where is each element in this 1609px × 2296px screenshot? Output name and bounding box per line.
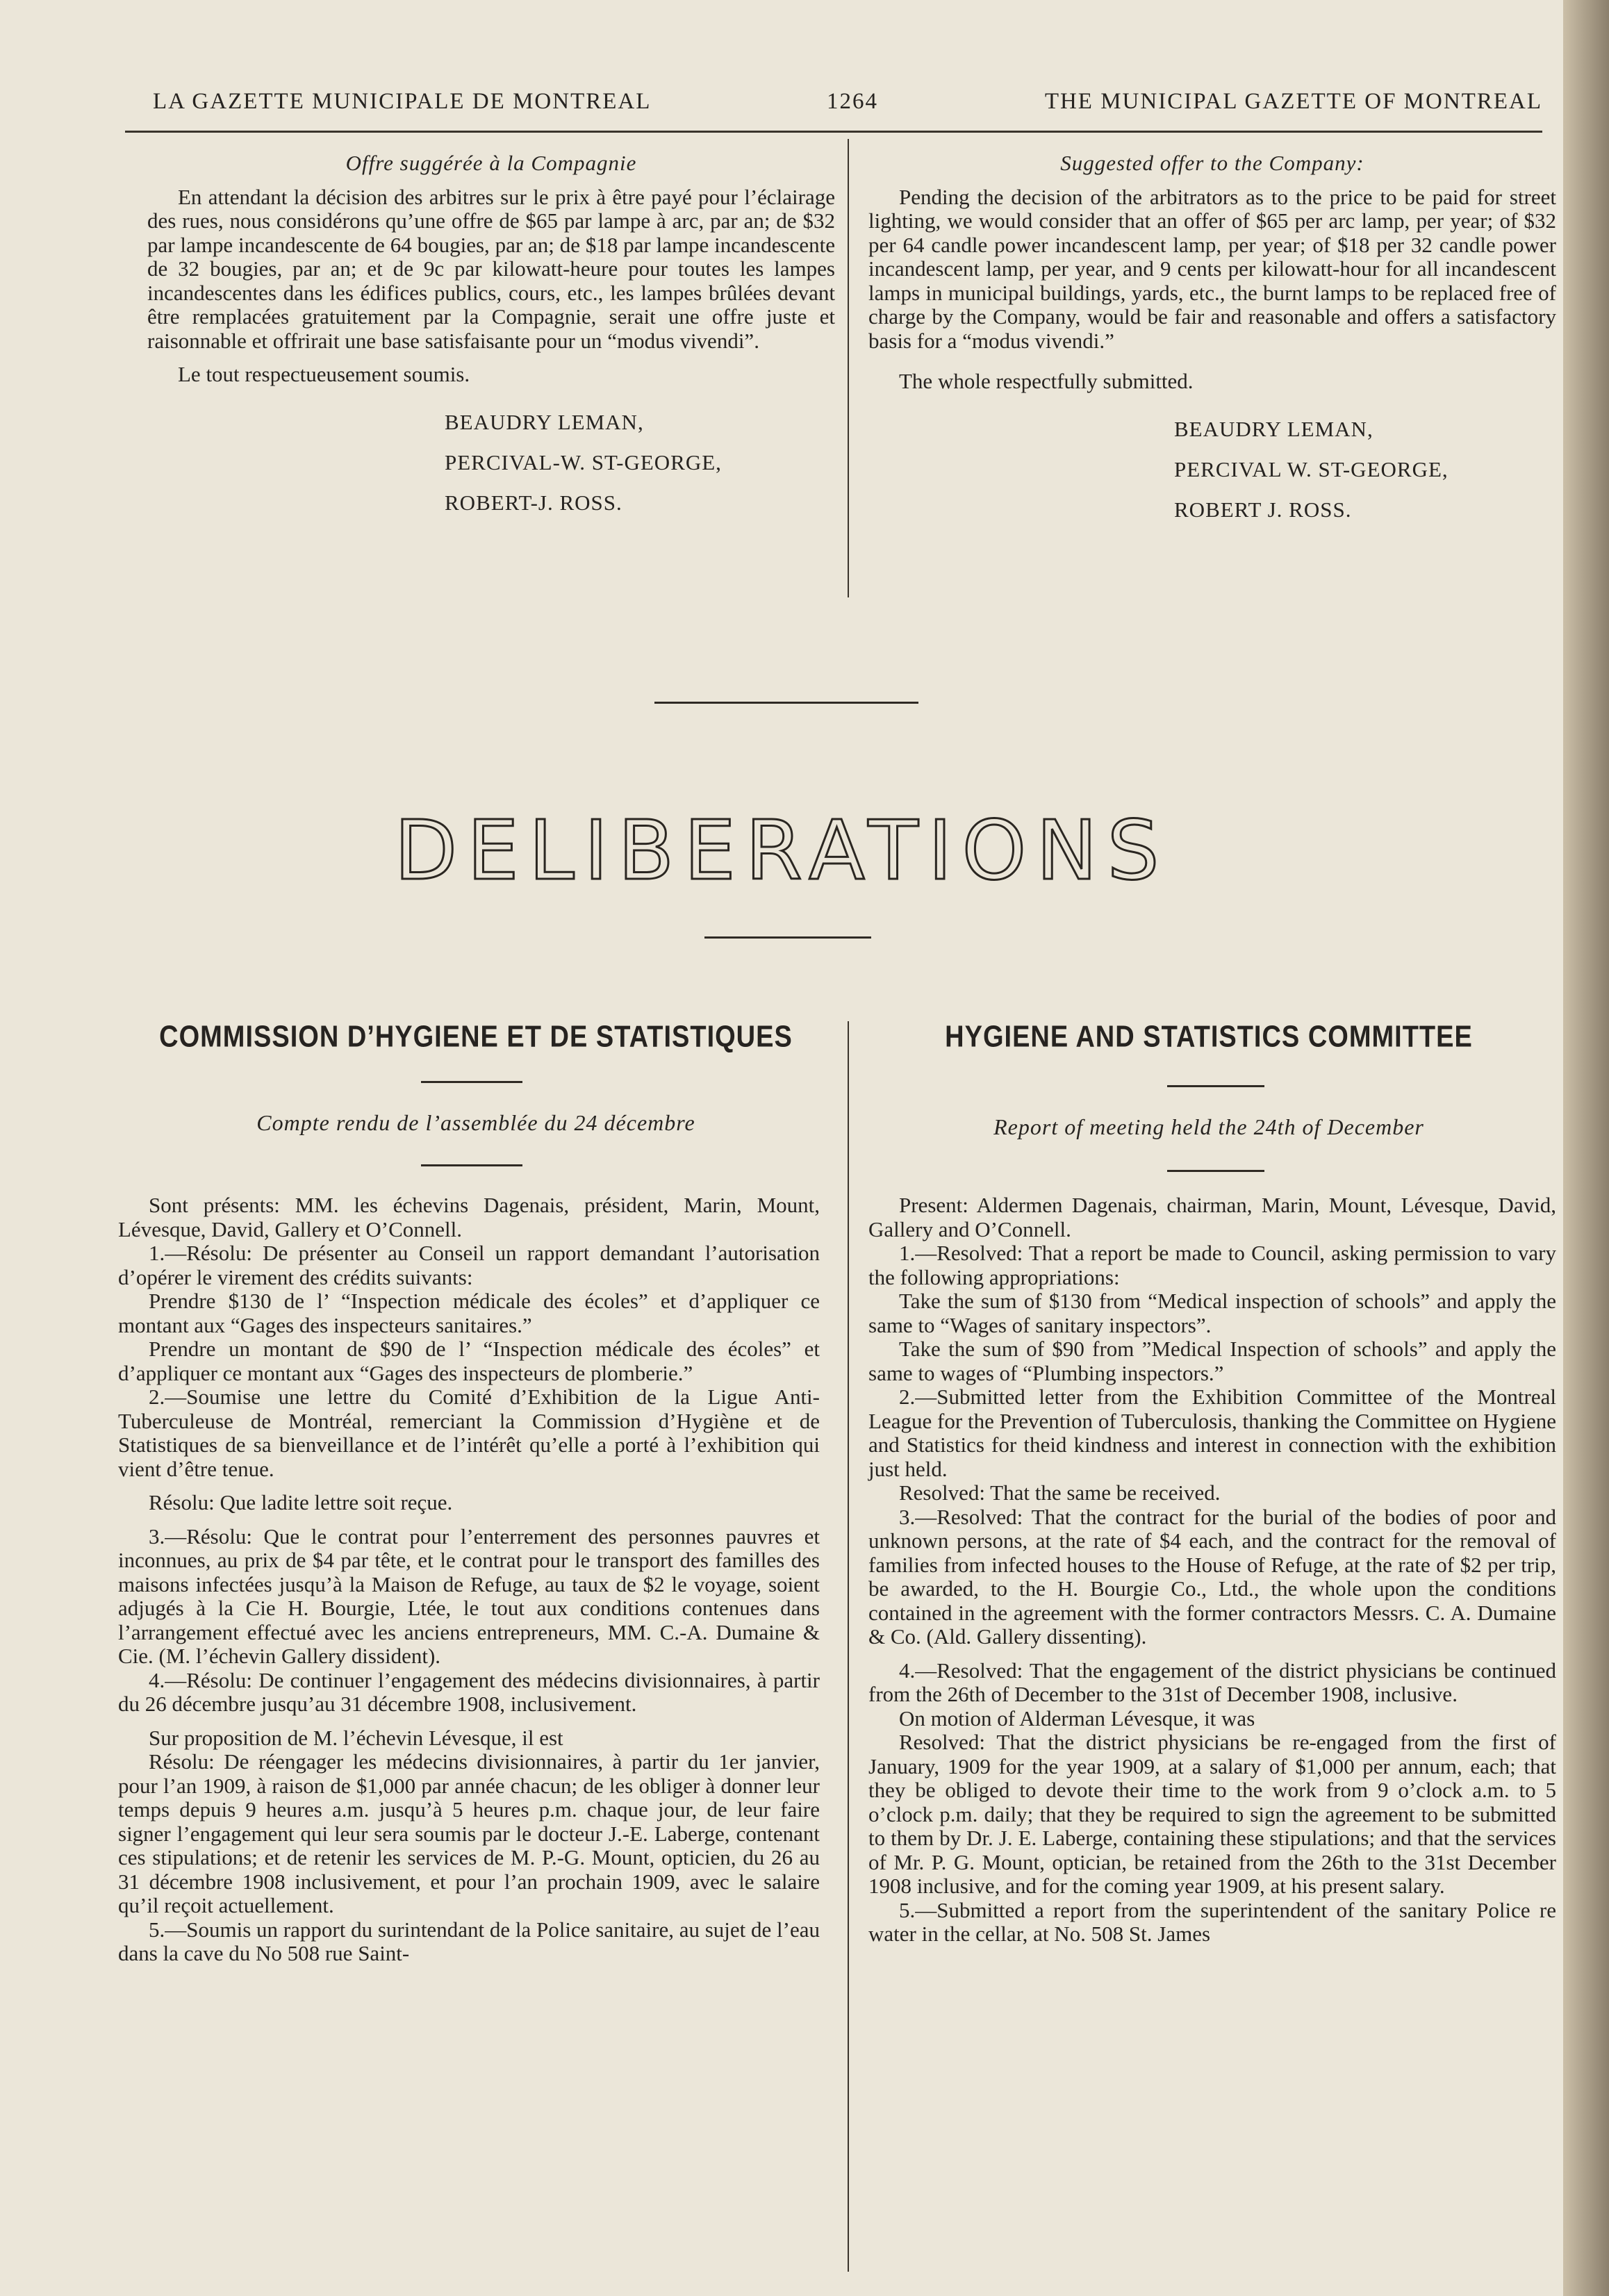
signatory-1: BEAUDRY LEMAN, (445, 409, 644, 434)
paragraph: On motion of Alderman Lévesque, it was (899, 1706, 1255, 1731)
page-edge-shadow (1563, 0, 1609, 2296)
top-right-subtitle: Suggested offer to the Company: (1060, 151, 1364, 175)
bottom-right-column (868, 1194, 1556, 1947)
header-rule (125, 131, 1542, 133)
paragraph: Prendre un montant de $90 de l’ “Inspection médicale des écoles” et d’appliquer ce montant aux “Gages des inspecteurs de plomberie.” (118, 1337, 820, 1385)
top-left-column (147, 151, 835, 523)
english-committee-heading: HYGIENE AND STATISTICS COMMITTEE (945, 1020, 1473, 1055)
header-english-title: THE MUNICIPAL GAZETTE OF MONTREAL (1044, 89, 1542, 114)
top-right-closing: The whole respectfully submitted. (899, 369, 1194, 393)
paragraph: 4.—Résolu: De continuer l’engagement des médecins divisionnaires, à partir du 26 décembre jusqu’au 31 décembre 1908, inclusivement. (118, 1667, 820, 1716)
signatory-1: BEAUDRY LEMAN, (1174, 416, 1373, 441)
paragraph: Prendre $130 de l’ “Inspection médicale des écoles” et d’appliquer ce montant aux “Gages des inspecteurs sanitaires.” (118, 1289, 820, 1337)
bottom-column-divider (848, 1021, 849, 2272)
french-committee-heading: COMMISSION D’HYGIENE ET DE STATISTIQUES (159, 1020, 793, 1055)
paragraph: Resolved: That the district physicians be re-engaged from the first of January, 1909 for the year 1909, at a salary of $1,000 per annum, each; that they be obliged to devote their time to the work from 9 o’clock a.m. to 5 o’clock p.m. daily; that they be required to sign the agreement to be submitted to them by Dr. J. E. Laberge, containing these stipulations; and that the services of Mr. P. G. Mount, optician, be retained from the 26th to the 31st December 1908 inclusive, and for the coming year 1909, at his present salary. (868, 1730, 1556, 1898)
top-right-body: Pending the decision of the arbitrators as to the price to be paid for street lighting, we would consider that an offer of $65 per arc lamp, per year; of $32 per 64 candle power incandescent lamp, per year; of $18 per 32 candle power incandescent lamp, per year, and 9 cents per kilowatt-hour for all incandescent lamps in municipal buildings, yards, etc., the burnt lamps to be replaced free of charge by the Company, would be fair and reasonable and offers a satisfactory basis for a “modus vivendi.” (868, 184, 1556, 353)
paragraph: 1.—Resolved: That a report be made to Council, asking permission to vary the following appropriations: (868, 1241, 1556, 1289)
top-column-divider (848, 139, 849, 597)
top-left-signatures (445, 402, 835, 523)
paragraph: Sur proposition de M. l’échevin Lévesque, il est (149, 1725, 563, 1750)
paragraph: 3.—Résolu: Que le contrat pour l’enterrement des personnes pauvres et inconnues, au prix de $4 par tête, et le contrat pour le transport des familles des maisons infectées jusqu’à la Maison de Refuge, au taux de $2 le voyage, soient adjugés à la Cie H. Bourgie, Ltée, le tout aux conditions contenues dans l’arrangement effectué avec les anciens entrepreneurs, MM. C.-A. Dumaine & Cie. (M. l’échevin Gallery dissident). (118, 1523, 820, 1668)
signatory-2: PERCIVAL W. ST-GEORGE, (1174, 456, 1449, 481)
signatory-2: PERCIVAL-W. ST-GEORGE, (445, 449, 722, 474)
paragraph: 1.—Résolu: De présenter au Conseil un rapport demandant l’autorisation d’opérer le virement des crédits suivants: (118, 1241, 820, 1289)
signatory-3: ROBERT J. ROSS. (1174, 497, 1352, 522)
paragraph: 5.—Submitted a report from the superintendent of the sanitary Police re water in the cellar, at No. 508 St. James (868, 1897, 1556, 1946)
subtitle-rule-left (421, 1164, 522, 1166)
paragraph: 4.—Resolved: That the engagement of the district physicians be continued from the 26th of December to the 31st of December 1908, inclusive. (868, 1658, 1556, 1706)
paragraph: Sont présents: MM. les échevins Dagenais, président, Marin, Mount, Lévesque, David, Gallery et O’Connell. (118, 1193, 820, 1241)
paragraph: Résolu: De réengager les médecins divisionnaires, à partir du 1er janvier, pour l’an 1909, à raison de $1,000 par année chacun; de les obliger à donner leur temps depuis 9 heures a.m. jusqu’à 5 heures p.m. chaque jour, de leur faire signer l’engagement qui leur sera soumis par le docteur J.-E. Laberge, contenant ces stipulations; et de retenir les services de M. P.-G. Mount, opticien, du 26 au 31 décembre 1908 inclusivement, et pour l’an prochain 1909, avec le salaire qu’il reçoit actuellement. (118, 1749, 820, 1917)
section-title: DELIBERATIONS (394, 802, 1169, 898)
top-left-body: En attendant la décision des arbitres sur le prix à être payé pour l’éclairage des rues, nous considérons qu’une offre de $65 par lampe à arc, par an; de $32 par lampe incandescente de 64 bougies, par an; de $18 par lampe incandescente de 32 bougies, par an; et de 9c par kilowatt-heure pour toutes les lampes incandescentes dans les édifices publics, cours, etc., les lampes brûlées devant être remplacées gratuitement par la Compagnie, serait une offre juste et raisonnable et offrirait une base satisfaisante pour un “modus vivendi”. (147, 184, 835, 353)
top-left-closing: Le tout respectueusement soumis. (178, 362, 470, 386)
paragraph: 2.—Soumise une lettre du Comité d’Exhibition de la Ligue Anti-Tuberculeuse de Montréal, remerciant la Commission d’Hygiène et de Statistiques de sa bienveillance et de l’intérêt qu’elle a porté à l’exhibition qui vient d’être tenue. (118, 1385, 820, 1481)
header-french-title: LA GAZETTE MUNICIPALE DE MONTREAL (153, 89, 652, 114)
paragraph: 2.—Submitted letter from the Exhibition Committee of the Montreal League for the Prevention of Tuberculosis, thanking the Committee on Hygiene and Statistics for theid kindness and interest in connection with the exhibition just held. (868, 1385, 1556, 1481)
section-separator-top (654, 702, 918, 704)
running-header (125, 89, 1542, 121)
top-right-column (868, 151, 1556, 530)
signatory-3: ROBERT-J. ROSS. (445, 490, 622, 515)
top-left-subtitle: Offre suggérée à la Compagnie (345, 151, 637, 175)
top-right-signatures (1174, 409, 1556, 530)
page-number: 1264 (827, 89, 878, 114)
paragraph: Present: Aldermen Dagenais, chairman, Marin, Mount, Lévesque, David, Gallery and O’Connell. (868, 1193, 1556, 1241)
paragraph: Resolved: That the same be received. (899, 1480, 1221, 1505)
paragraph: Résolu: Que ladite lettre soit reçue. (149, 1490, 453, 1514)
paragraph: Take the sum of $130 from “Medical inspection of schools” and apply the same to “Wages of sanitary inspectors”. (868, 1289, 1556, 1337)
bottom-left-column (118, 1194, 820, 1966)
french-meeting-subtitle: Compte rendu de l’assemblée du 24 décembre (256, 1110, 695, 1135)
section-separator-bottom (704, 936, 871, 939)
paragraph: Take the sum of $90 from ”Medical Inspection of schools” and apply the same to wages of “Plumbing inspectors.” (868, 1337, 1556, 1385)
paragraph: 5.—Soumis un rapport du surintendant de la Police sanitaire, au sujet de l’eau dans la cave du No 508 rue Saint- (118, 1917, 820, 1965)
subtitle-rule-right (1167, 1170, 1264, 1172)
paragraph: 3.—Resolved: That the contract for the burial of the bodies of poor and unknown persons, at the rate of $4 each, and the contract for the removal of families from infected houses to the House of Refuge, at the rate of $2 per trip, be awarded, to the H. Bourgie Co., Ltd., the whole upon the conditions contained in the agreement with the former contractors Messrs. C. A. Dumaine & Co. (Ald. Gallery dissenting). (868, 1504, 1556, 1649)
english-meeting-subtitle: Report of meeting held the 24th of December (993, 1114, 1424, 1139)
heading-rule-left (421, 1081, 522, 1083)
heading-rule-right (1167, 1085, 1264, 1087)
